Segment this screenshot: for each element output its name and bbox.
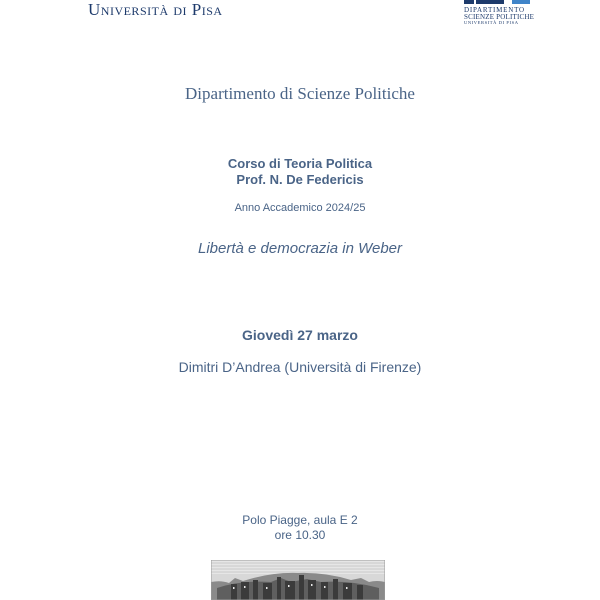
event-speaker: Dimitri D’Andrea (Università di Firenze)	[178, 359, 422, 375]
event-venue: Polo Piagge, aula E 2	[242, 513, 358, 527]
university-logo-text: Università di Pisa	[88, 0, 223, 19]
department-logo-line1: DIPARTIMENTO	[464, 6, 525, 14]
event-date: Giovedì 27 marzo	[242, 327, 358, 343]
department-logo-mark-icon	[464, 0, 532, 5]
department-logo-line2: SCIENZE POLITICHE	[464, 13, 535, 21]
department-logo-line3: UNIVERSITÀ DI PISA	[464, 20, 519, 25]
talk-title: Libertà e democrazia in Weber	[198, 240, 402, 257]
course-professor: Prof. N. De Federicis	[236, 172, 364, 187]
event-time: ore 10.30	[274, 528, 326, 542]
department-logo	[462, 0, 534, 30]
course-name: Corso di Teoria Politica	[227, 156, 373, 171]
academic-year: Anno Accademico 2024/25	[234, 202, 366, 214]
city-engraving-icon	[211, 560, 385, 600]
university-logo	[88, 0, 223, 20]
department-title: Dipartimento di Scienze Politiche	[185, 84, 415, 103]
